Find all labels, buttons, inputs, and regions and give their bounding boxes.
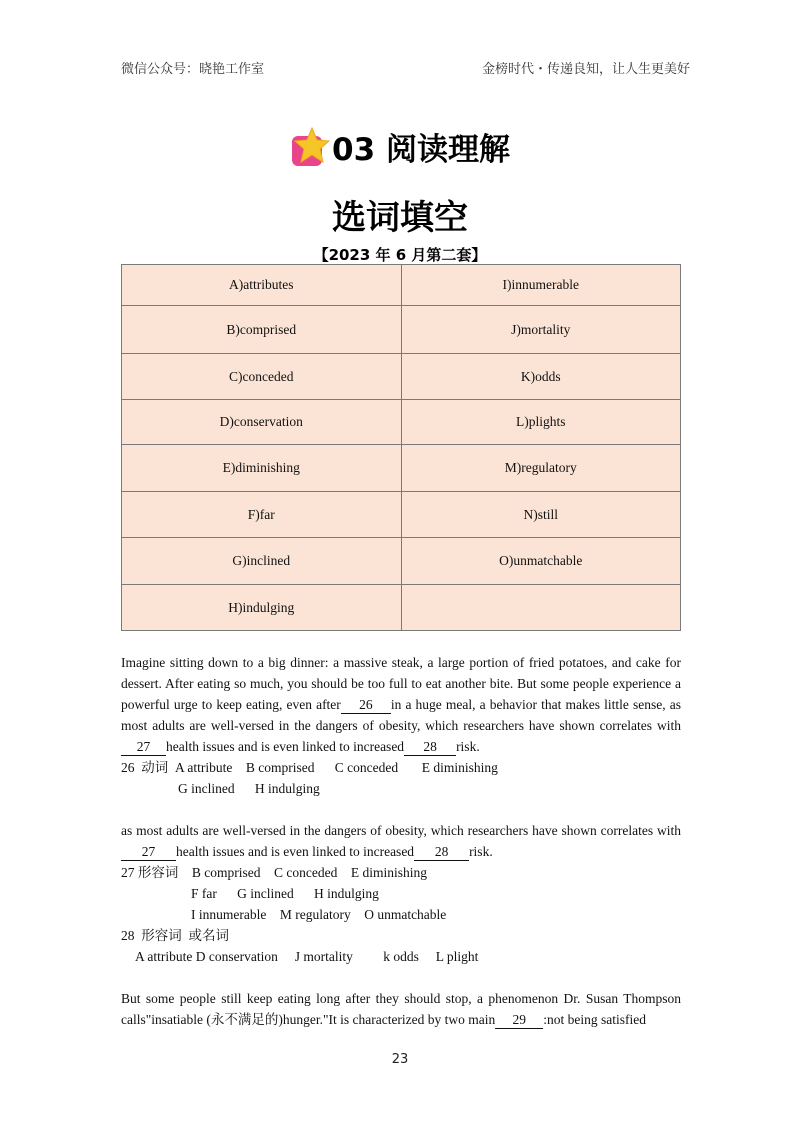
question-27-options-line-1: 27 形容词 B comprised C conceded E diminishing	[121, 865, 427, 880]
word-bank-row	[122, 400, 681, 445]
word-bank-row	[122, 538, 681, 585]
question-27-options-line-2: F far G inclined H indulging	[191, 886, 379, 901]
section-title	[0, 124, 800, 169]
word-bank-row	[122, 492, 681, 538]
word-bank-option-right: N)still	[401, 492, 681, 538]
passage-text: But some people still keep eating long after they should stop, a phenomenon Dr. Susan Thompson calls"insatiable (永不满足的)hunger."It is characterized by two main	[121, 991, 681, 1027]
blank-28: 28	[414, 843, 469, 861]
passage-paragraph-3	[121, 988, 681, 1030]
blank-28: 28	[404, 738, 456, 756]
word-bank-option-left: B)comprised	[122, 306, 402, 354]
word-bank-option-right: J)mortality	[401, 306, 681, 354]
section-title-text: 03 阅读理解	[332, 132, 510, 168]
word-bank-table	[121, 264, 681, 631]
passage-text: risk.	[456, 739, 480, 754]
exam-set-label: 【2023 年 6 月第二套】	[313, 246, 487, 264]
word-bank-row	[122, 445, 681, 492]
star-icon	[290, 127, 330, 167]
passage-text: Imagine sitting down to a big dinner: a massive steak, a large portion of fried potatoes, and cake for dessert. After eating so much, you should be too full to eat another bite. But some people experience a powerful urge to keep eating, even after	[121, 655, 681, 712]
word-bank-row	[122, 354, 681, 400]
word-bank-option-right: K)odds	[401, 354, 681, 400]
word-bank-option-left: G)inclined	[122, 538, 402, 585]
question-28-label: 28 形容词 或名词	[121, 928, 229, 943]
word-bank-option-right	[401, 585, 681, 631]
blank-27: 27	[121, 738, 166, 756]
passage-text: health issues and is even linked to increased	[176, 844, 415, 859]
passage-text: :not being satisfied	[543, 1012, 647, 1027]
page-number: 23	[391, 1052, 409, 1067]
passage-text: health issues and is even linked to increased	[166, 739, 405, 754]
word-bank-option-right: I)innumerable	[401, 265, 681, 306]
question-28-options: A attribute D conservation J mortality k odds L plight	[135, 949, 479, 964]
passage-paragraph-1	[121, 652, 681, 757]
blank-26: 26	[341, 696, 391, 714]
word-bank-option-right: O)unmatchable	[401, 538, 681, 585]
question-26-options-line-2: G inclined H indulging	[178, 781, 320, 796]
passage-paragraph-2	[121, 820, 681, 862]
subsection-title: 选词填空	[332, 198, 468, 238]
passage-text: as most adults are well-versed in the dangers of obesity, which researchers have shown correlates with	[121, 823, 681, 838]
word-bank-option-right: L)plights	[401, 400, 681, 445]
word-bank-row	[122, 265, 681, 306]
passage-text: risk.	[469, 844, 493, 859]
word-bank-option-left: E)diminishing	[122, 445, 402, 492]
word-bank-row	[122, 585, 681, 631]
word-bank-option-right: M)regulatory	[401, 445, 681, 492]
word-bank-row	[122, 306, 681, 354]
word-bank-option-left: C)conceded	[122, 354, 402, 400]
question-26-options-line-1: 26 动词 A attribute B comprised C conceded E diminishing	[121, 760, 498, 775]
word-bank-option-left: A)attributes	[122, 265, 402, 306]
question-27-options-line-3: I innumerable M regulatory O unmatchable	[191, 907, 447, 922]
word-bank-option-left: F)far	[122, 492, 402, 538]
passage-text: in a huge meal, a behavior that makes little sense, as most adults are well-versed in the dangers of obesity, which researchers have shown correlates with	[121, 697, 681, 733]
header-left-text: 微信公众号：晓艳工作室	[121, 62, 265, 77]
word-bank-option-left: D)conservation	[122, 400, 402, 445]
blank-29: 29	[495, 1011, 543, 1029]
word-bank-option-left: H)indulging	[122, 585, 402, 631]
blank-27: 27	[121, 843, 176, 861]
header-right-text: 金榜时代・传递良知，让人生更美好	[481, 62, 690, 77]
